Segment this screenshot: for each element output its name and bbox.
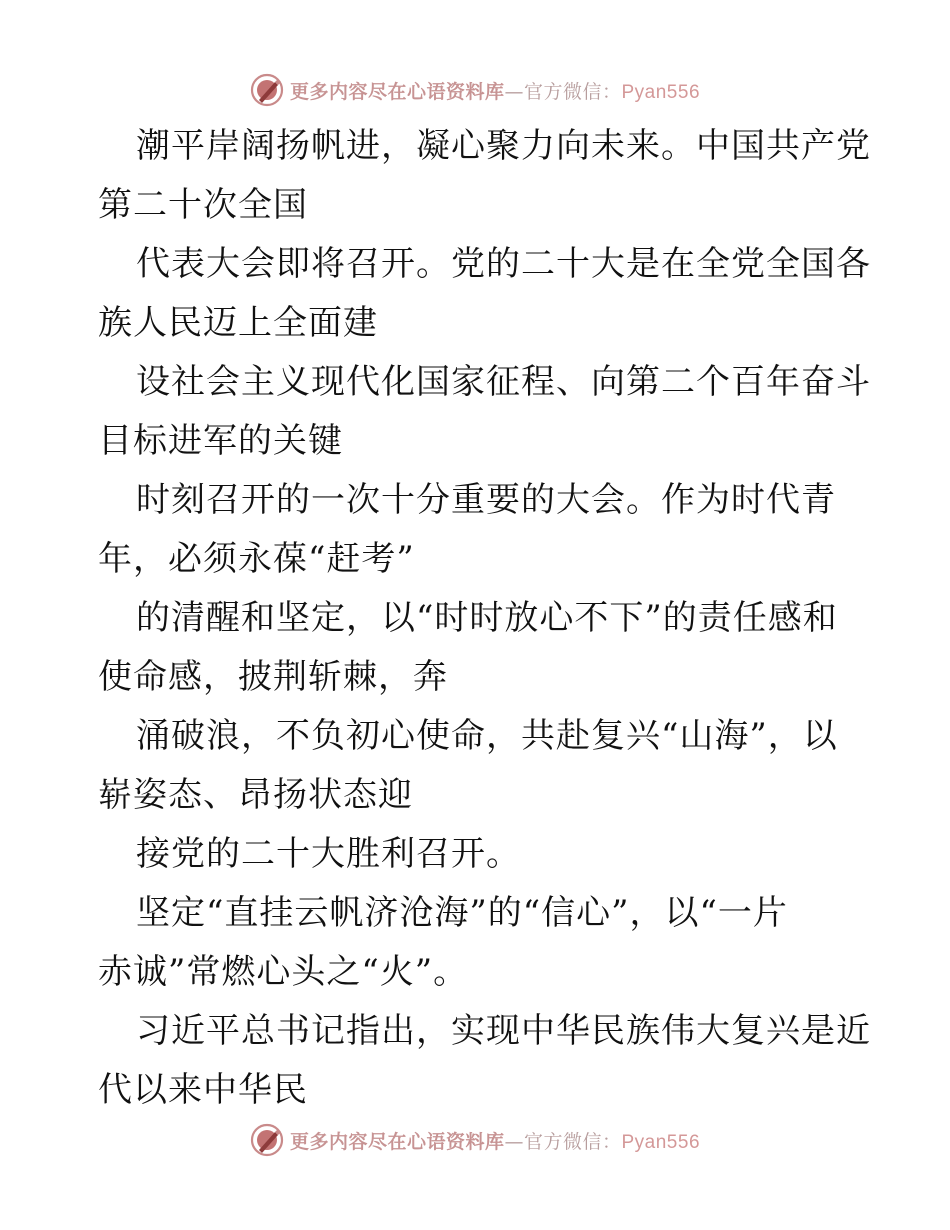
watermark-text <box>290 1127 700 1154</box>
body-line: 崭姿态、昂扬状态迎 <box>98 775 413 815</box>
body-line: 代以来中华民 <box>98 1070 308 1110</box>
watermark-wechat-label: 官方微信： <box>523 1130 622 1153</box>
watermark-dash: — <box>504 80 524 103</box>
body-line: 的清醒和坚定，以“时时放心不下”的责任感和 <box>136 598 838 638</box>
watermark-wechat-id: Pyan556 <box>621 1131 701 1153</box>
body-line: 代表大会即将召开。党的二十大是在全党全国各 <box>136 244 871 284</box>
body-line: 接党的二十大胜利召开。 <box>136 834 521 874</box>
header-watermark <box>0 70 950 110</box>
body-line: 赤诚”常燃心头之“火”。 <box>98 952 469 992</box>
pen-logo-icon <box>250 73 284 107</box>
watermark-brand: 更多内容尽在心语资料库 <box>289 80 505 103</box>
watermark-brand: 更多内容尽在心语资料库 <box>289 1130 505 1153</box>
body-line: 潮平岸阔扬帆进，凝心聚力向未来。中国共产党 <box>136 126 871 166</box>
body-line: 年，必须永葆“赶考” <box>98 539 415 579</box>
body-line: 使命感，披荆斩棘，奔 <box>98 657 448 697</box>
body-line: 设社会主义现代化国家征程、向第二个百年奋斗 <box>136 362 871 402</box>
body-line: 时刻召开的一次十分重要的大会。作为时代青 <box>136 480 836 520</box>
watermark-wechat-label: 官方微信： <box>523 80 622 103</box>
body-line: 习近平总书记指出，实现中华民族伟大复兴是近 <box>136 1011 871 1051</box>
watermark-dash: — <box>504 1130 524 1153</box>
body-line: 涌破浪，不负初心使命，共赴复兴“山海”，以 <box>136 716 838 756</box>
body-line: 坚定“直挂云帆济沧海”的“信心”，以“一片 <box>136 893 788 933</box>
watermark-text <box>290 77 700 104</box>
body-line: 目标进军的关键 <box>98 421 343 461</box>
body-line: 第二十次全国 <box>98 185 308 225</box>
document-body <box>98 117 871 1120</box>
pen-logo-icon <box>250 1123 284 1157</box>
footer-watermark <box>0 1120 950 1160</box>
body-line: 族人民迈上全面建 <box>98 303 378 343</box>
watermark-wechat-id: Pyan556 <box>621 81 701 103</box>
